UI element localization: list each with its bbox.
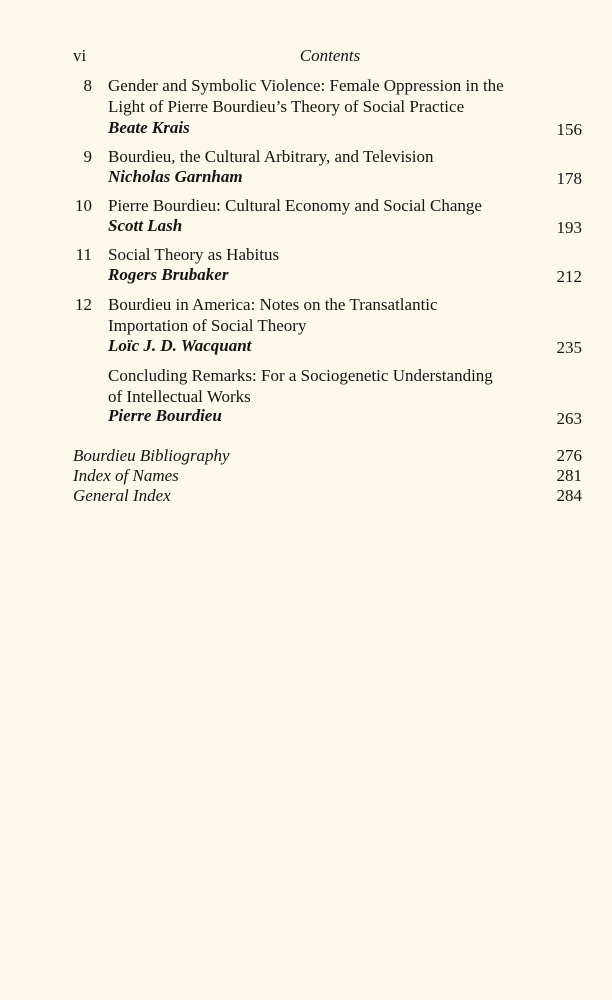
chapter-title-line: Bourdieu in America: Notes on the Transatlantic [108,295,438,314]
chapter-page: 235 [556,338,582,357]
chapter-author: Loïc J. D. Wacquant [108,336,252,355]
toc-entry [0,146,612,191]
chapter-title [108,146,538,167]
toc-entry [0,244,612,289]
back-matter-label: Index of Names [73,466,179,485]
chapter-title-line: of Intellectual Works [108,387,251,406]
running-head: Contents [299,46,361,65]
chapter-author: Nicholas Garnham [108,167,243,186]
chapter-number: 10 [75,196,92,215]
back-matter-label: Bourdieu Bibliography [73,446,230,465]
chapter-title-line: Light of Pierre Bourdieu’s Theory of Social Practice [108,97,465,116]
back-matter-page: 284 [556,486,582,505]
chapter-author: Scott Lash [108,216,183,235]
chapter-author: Pierre Bourdieu [108,406,222,425]
chapter-number: 12 [75,295,92,314]
chapter-title [108,365,538,407]
toc-entry [0,195,612,240]
chapter-author: Rogers Brubaker [108,265,229,284]
chapter-title-line: Gender and Symbolic Violence: Female Oppression in the [108,76,504,95]
chapter-title-line: Bourdieu, the Cultural Arbitrary, and Television [108,147,434,166]
back-matter-page: 281 [556,466,582,485]
chapter-title [108,75,538,117]
toc-entry [0,365,612,433]
chapter-title [108,294,538,336]
chapter-title [108,195,538,216]
chapter-page: 156 [556,120,582,139]
toc-entry [0,75,612,145]
chapter-author: Beate Krais [108,118,190,137]
chapter-number: 8 [83,76,92,95]
chapter-page: 178 [556,169,582,188]
chapter-title-line: Social Theory as Habitus [108,245,280,264]
back-matter-page: 276 [556,446,582,465]
chapter-number: 9 [83,147,92,166]
chapter-title [108,244,538,265]
chapter-title-line: Pierre Bourdieu: Cultural Economy and Social Change [108,196,482,215]
chapter-number: 11 [75,245,92,264]
back-matter-label: General Index [73,486,171,505]
toc-entry [0,294,612,362]
chapter-title-line: Concluding Remarks: For a Sociogenetic Understanding [108,366,493,385]
chapter-title-line: Importation of Social Theory [108,316,307,335]
chapter-page: 212 [556,267,582,286]
page-folio: vi [73,46,87,65]
chapter-page: 193 [556,218,582,237]
chapter-page: 263 [556,409,582,428]
